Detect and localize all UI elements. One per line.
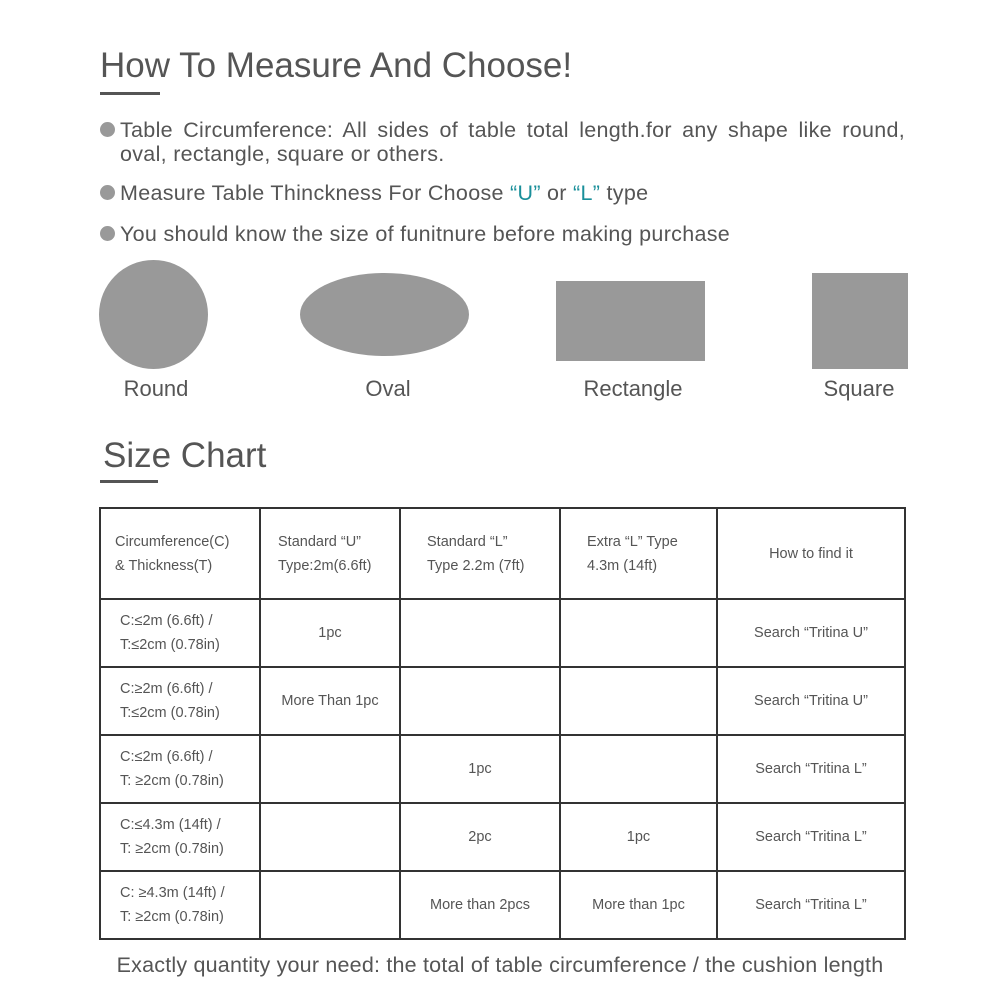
cell-u (260, 871, 400, 939)
table-row (100, 599, 905, 667)
header-circumference: Circumference(C) & Thickness(T) (100, 508, 260, 599)
shape-label-round: Round (123, 376, 189, 401)
cell-xl: 1pc (560, 803, 717, 871)
cell-spec: C:≤2m (6.6ft) / T: ≥2cm (0.78in) (100, 735, 260, 803)
cell-u (260, 735, 400, 803)
cell-l: More than 2pcs (400, 871, 560, 939)
bullet-know-size: You should know the size of funitnure before making purchase (100, 222, 905, 246)
cell-spec: C:≥2m (6.6ft) / T:≤2cm (0.78in) (100, 667, 260, 735)
shape-label-square: Square (823, 376, 895, 401)
shape-label-rectangle: Rectangle (583, 376, 683, 401)
cell-l (400, 599, 560, 667)
cell-xl (560, 667, 717, 735)
table-row (100, 735, 905, 803)
u-type-highlight: “U” (510, 181, 541, 205)
cell-xl (560, 599, 717, 667)
size-chart-title: Size Chart (103, 436, 267, 475)
measure-instructions (100, 118, 905, 246)
title-underline (100, 92, 160, 95)
footer-note: Exactly quantity your need: the total of table circumference / the cushion length (116, 953, 884, 977)
size-chart-underline (100, 480, 158, 483)
header-standard-u: Standard “U” Type:2m(6.6ft) (260, 508, 400, 599)
bullet-circumference: Table Circumference: All sides of table total length.for any shape like round, oval, rectangle, square or others. (100, 118, 905, 166)
cell-u (260, 803, 400, 871)
cell-find: Search “Tritina L” (717, 803, 905, 871)
bullet-dot-icon (100, 122, 115, 137)
cell-find: Search “Tritina U” (717, 599, 905, 667)
bullet-thickness: Measure Table Thinckness For Choose “U” or “L” type (100, 181, 905, 205)
header-how-to-find: How to find it (717, 508, 905, 599)
square-shape-icon (812, 273, 908, 369)
oval-shape-icon (300, 273, 469, 356)
cell-find: Search “Tritina L” (717, 871, 905, 939)
cell-l (400, 667, 560, 735)
cell-find: Search “Tritina U” (717, 667, 905, 735)
table-row (100, 871, 905, 939)
bullet-dot-icon (100, 185, 115, 200)
cell-xl: More than 1pc (560, 871, 717, 939)
cell-l: 1pc (400, 735, 560, 803)
table-row (100, 667, 905, 735)
measure-title: How To Measure And Choose! (100, 46, 573, 85)
cell-spec: C:≤4.3m (14ft) / T: ≥2cm (0.78in) (100, 803, 260, 871)
header-extra-l: Extra “L” Type 4.3m (14ft) (560, 508, 717, 599)
cell-l: 2pc (400, 803, 560, 871)
l-type-highlight: “L” (573, 181, 601, 205)
cell-find: Search “Tritina L” (717, 735, 905, 803)
shape-label-oval: Oval (365, 376, 411, 401)
table-header-row (100, 508, 905, 599)
cell-u: More Than 1pc (260, 667, 400, 735)
cell-spec: C:≤2m (6.6ft) / T:≤2cm (0.78in) (100, 599, 260, 667)
rectangle-shape-icon (556, 281, 705, 361)
bullet-dot-icon (100, 226, 115, 241)
round-shape-icon (99, 260, 208, 369)
cell-spec: C: ≥4.3m (14ft) / T: ≥2cm (0.78in) (100, 871, 260, 939)
size-chart-table (99, 507, 906, 940)
table-row (100, 803, 905, 871)
header-standard-l: Standard “L” Type 2.2m (7ft) (400, 508, 560, 599)
cell-xl (560, 735, 717, 803)
cell-u: 1pc (260, 599, 400, 667)
